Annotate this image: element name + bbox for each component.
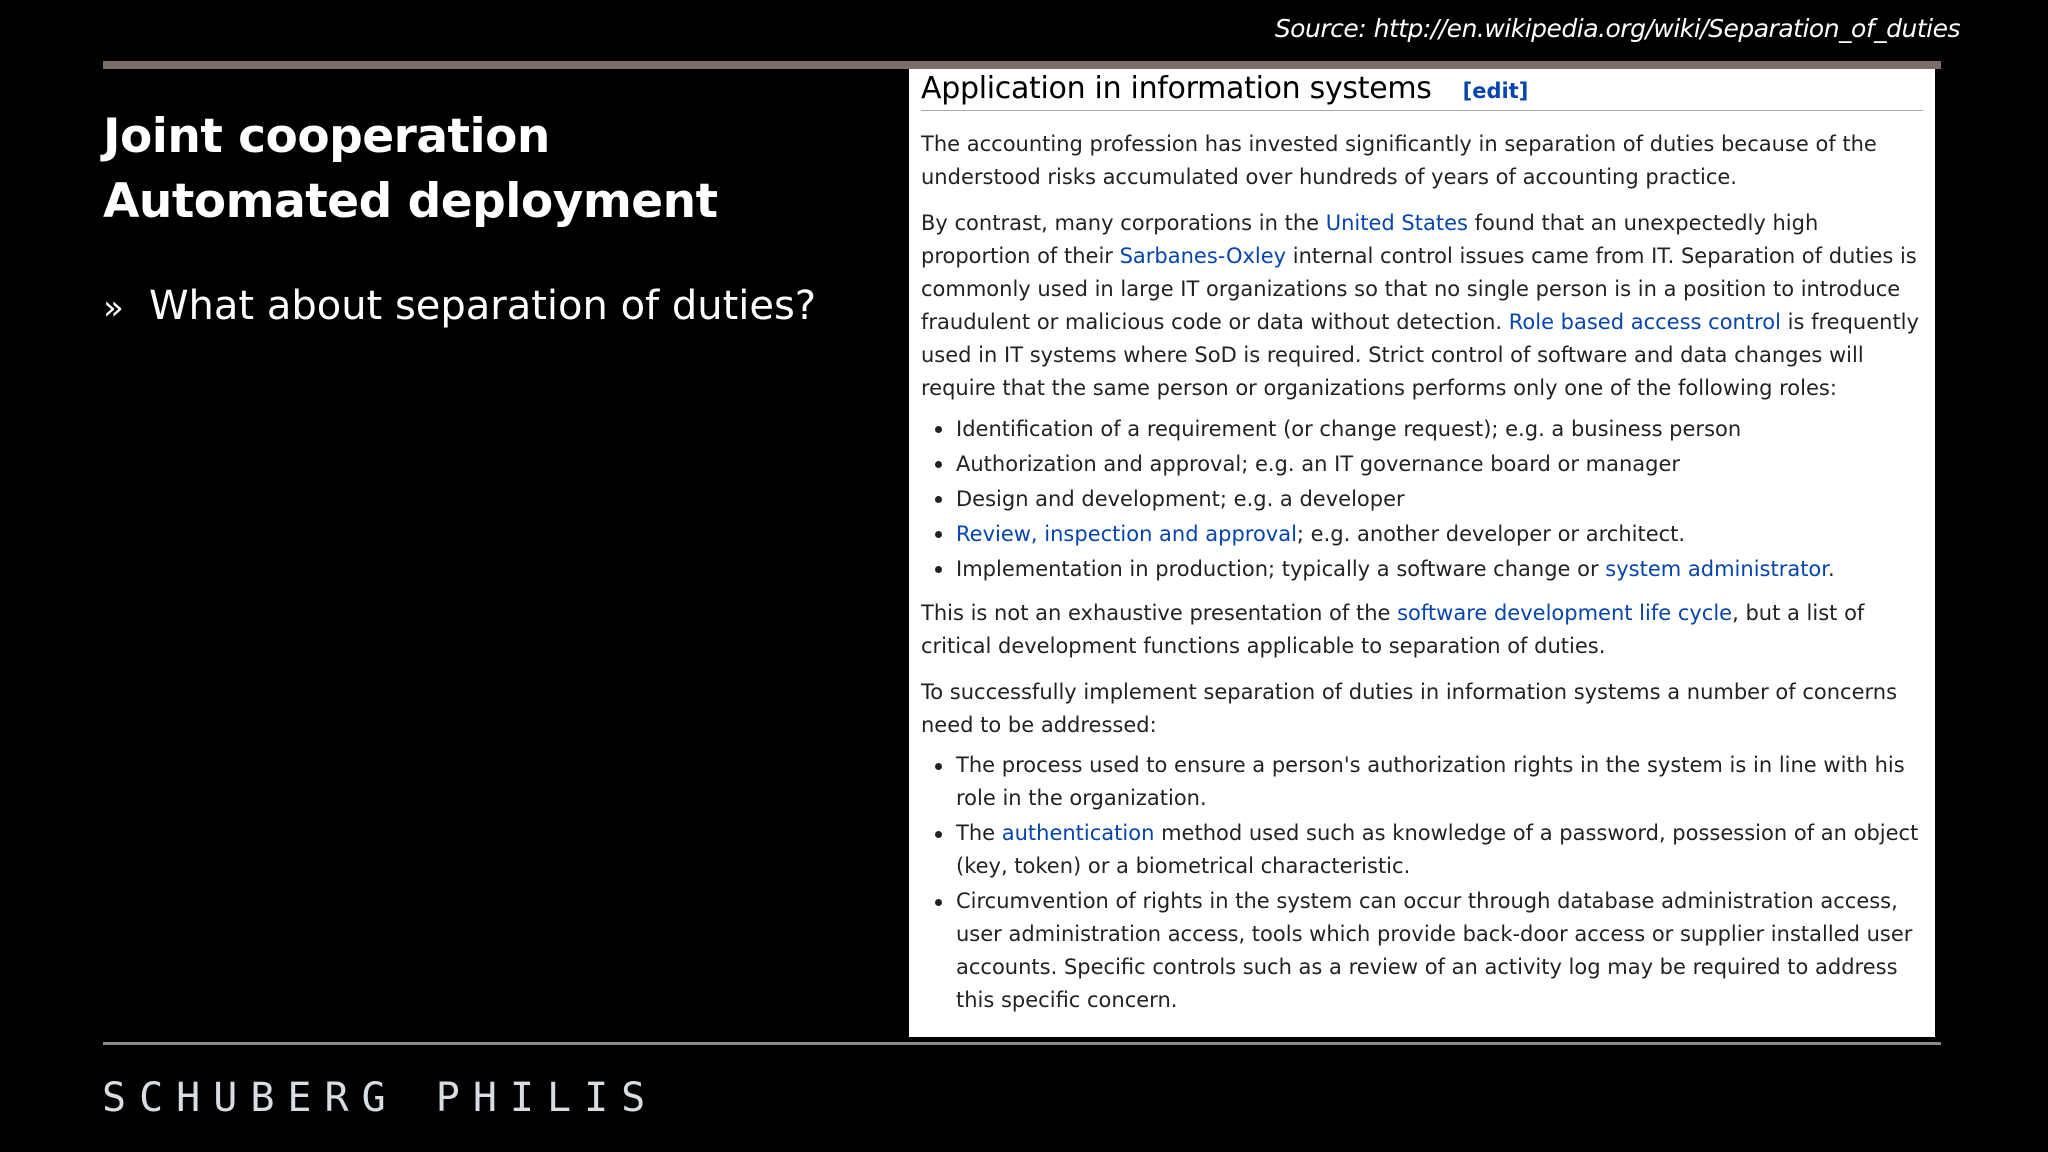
paragraph-contrast-text-3: internal control issues came from IT. Separation of duties is commonly used in large IT organizations so that no single person is in a position to introduce fraudulent or malicious code or data without detection. (921, 244, 1917, 334)
paragraph-sdlc-text-2: , but a list of critical development functions applicable to separation of duties. (921, 601, 1865, 658)
list-item: Authorization and approval; e.g. an IT governance board or manager (956, 447, 1923, 482)
roles-list (921, 412, 1923, 587)
slide-title (103, 104, 718, 234)
paragraph-concerns: To successfully implement separation of duties in information systems a number of concerns need to be addressed: (921, 680, 1898, 737)
edit-bracket-open: [ (1462, 79, 1473, 103)
link-review-inspection-approval[interactable]: Review, inspection and approval (956, 522, 1297, 546)
paragraph-contrast (921, 207, 1923, 405)
link-sarbanes-oxley[interactable]: Sarbanes-Oxley (1119, 244, 1287, 268)
list-item-text: The (956, 821, 1002, 845)
edit-link[interactable] (1463, 79, 1529, 103)
slide-title-line-1: Joint cooperation (103, 109, 550, 164)
paragraph-sdlc-text-1: This is not an exhaustive presentation of the (921, 601, 1398, 625)
list-item: Circumvention of rights in the system can occur through database administration access, user administration access, tools which provide back-door access or supplier installed user accounts. Specific controls such as a review of an activity log may be required to address this specific concern. (956, 885, 1923, 1017)
list-item: Design and development; e.g. a developer (956, 482, 1923, 517)
link-united-states[interactable]: United States (1325, 211, 1468, 235)
list-item (956, 817, 1923, 883)
paragraph-contrast-text-2: found that an unexpectedly high proportion of their (921, 211, 1819, 268)
concerns-list (921, 749, 1923, 1017)
list-item: The process used to ensure a person's authorization rights in the system is in line with his role in the organization. (956, 749, 1923, 815)
list-item-text: Implementation in production; typically a software change or (956, 557, 1606, 581)
list-item-text: ; e.g. another developer or architect. (1296, 522, 1686, 546)
slide-title-line-2: Automated deployment (103, 174, 718, 229)
link-authentication[interactable]: authentication (1001, 821, 1155, 845)
slide-bullet-text: What about separation of duties? (149, 283, 817, 329)
paragraph-accounting: The accounting profession has invested significantly in separation of duties because of the understood risks accumulated over hundreds of years of accounting practice. (921, 132, 1877, 189)
link-system-administrator[interactable]: system administrator (1605, 557, 1828, 581)
bullet-chevron-icon: » (103, 288, 124, 328)
paragraph-contrast-text-1: By contrast, many corporations in the (921, 211, 1326, 235)
link-software-development-life-cycle[interactable]: software development life cycle (1397, 601, 1733, 625)
paragraph-contrast-text-4: is frequently used in IT systems where SoD is required. Strict control of software and data changes will require that the same person or organizations performs only one of the following roles: (921, 310, 1919, 400)
slide-bullet (103, 278, 816, 336)
list-item (956, 517, 1923, 552)
edit-link-label[interactable]: edit (1472, 79, 1519, 103)
wikipedia-excerpt (909, 69, 1935, 1037)
bottom-divider (103, 1042, 1941, 1045)
list-item (956, 552, 1923, 587)
section-heading-text: Application in information systems (921, 71, 1432, 106)
edit-bracket-close: ] (1518, 79, 1529, 103)
top-divider (103, 61, 1941, 69)
company-logo: SCHUBERG PHILIS (102, 1075, 659, 1121)
link-role-based-access-control[interactable]: Role based access control (1508, 310, 1781, 334)
list-item-text: method used such as knowledge of a password, possession of an object (key, token) or a biometrical characteristic. (956, 821, 1919, 878)
list-item: Identification of a requirement (or change request); e.g. a business person (956, 412, 1923, 447)
paragraph-sdlc (921, 597, 1923, 663)
source-citation: Source: http://en.wikipedia.org/wiki/Separation_of_duties (1274, 14, 1960, 43)
section-heading (921, 69, 1923, 111)
list-item-end: . (1828, 557, 1835, 581)
